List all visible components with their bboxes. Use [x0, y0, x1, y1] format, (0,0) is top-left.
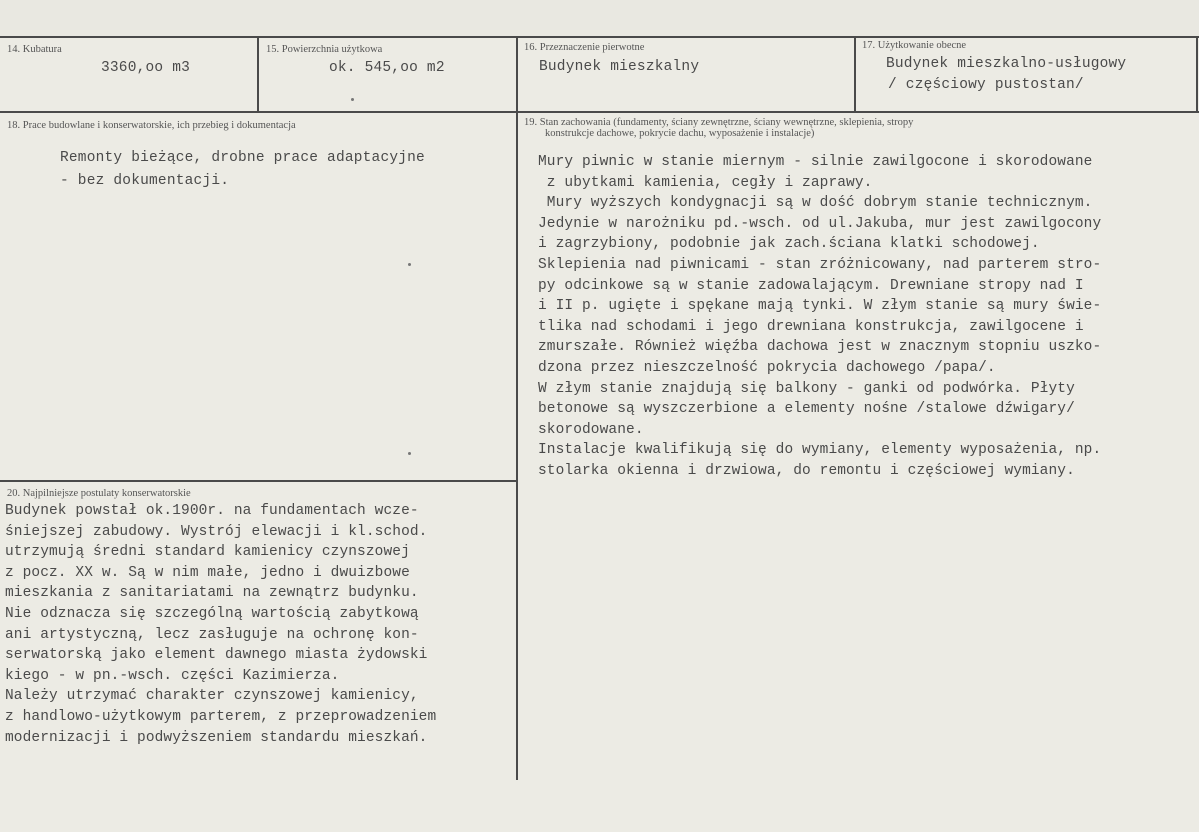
field-19-line: Mury piwnic w stanie miernym - silnie zawilgocone i skorodowane — [538, 154, 1093, 170]
field-19-line: betonowe są wyszczerbione a elementy nośne /stalowe dźwigary/ — [538, 401, 1075, 418]
field-16-label: 16. Przeznaczenie pierwotne — [524, 42, 645, 53]
field-15-value: ok. 545,oo m2 — [329, 60, 445, 76]
field-20-text — [5, 501, 436, 748]
rule-mid — [0, 111, 1199, 113]
rule-20-top — [0, 480, 518, 482]
tick-mark — [408, 263, 411, 266]
field-20-line: kiego - w pn.-wsch. części Kazimierza. — [5, 667, 340, 684]
field-16-value: Budynek mieszkalny — [539, 59, 700, 75]
field-19-line: z ubytkami kamienia, cegły i zaprawy. — [538, 174, 873, 191]
field-19-line: i II p. ugięte i spękane mają tynki. W złym stanie są mury świe- — [538, 298, 1102, 315]
field-20-line: serwatorską jako element dawnego miasta żydowski — [5, 647, 428, 664]
field-14-label: 14. Kubatura — [7, 44, 62, 55]
field-20-line: mieszkania z sanitariatami na zewnątrz budynku. — [5, 585, 419, 602]
field-19-line: zmurszałe. Również więźba dachowa jest w znacznym stopniu uszko- — [538, 339, 1102, 356]
field-19-line: Sklepienia nad piwnicami - stan zróżnicowany, nad parterem stro- — [538, 256, 1102, 273]
field-19-line: skorodowane. — [538, 421, 644, 438]
field-20-line: utrzymują średni standard kamienicy czynszowej — [5, 544, 410, 561]
field-19-line: i zagrzybiony, podobnie jak zach.ściana klatki schodowej. — [538, 236, 1040, 253]
field-17-line-2: / częściowy pustostan/ — [888, 77, 1084, 93]
field-20-line: Należy utrzymać charakter czynszowej kamienicy, — [5, 688, 419, 705]
field-19-line: Mury wyższych kondygnacji są w dość dobrym stanie technicznym. — [538, 195, 1093, 212]
col-divider-right — [1196, 36, 1198, 112]
field-20-label: 20. Najpilniejsze postulaty konserwatorskie — [7, 488, 191, 499]
field-14-value: 3360,oo m3 — [101, 60, 191, 76]
field-18-label: 18. Prace budowlane i konserwatorskie, ich przebieg i dokumentacja — [7, 120, 296, 131]
col-divider-14-15 — [257, 36, 259, 112]
field-18-line-2: - bez dokumentacji. — [60, 173, 230, 189]
rule-top — [0, 36, 1199, 38]
field-19-line: stolarka okienna i drzwiowa, do remontu i częściowej wymiany. — [538, 462, 1075, 479]
field-19-label-line-1: 19. Stan zachowania (fundamenty, ściany zewnętrzne, ściany wewnętrzne, sklepienia, stropy — [524, 117, 914, 128]
field-19-line: Jedynie w narożniku pd.-wsch. od ul.Jakuba, mur jest zawilgocony — [538, 215, 1102, 232]
field-15-label: 15. Powierzchnia użytkowa — [266, 44, 383, 55]
field-19-line: W złym stanie znajdują się balkony - ganki od podwórka. Płyty — [538, 380, 1075, 397]
tick-mark — [351, 98, 354, 101]
field-19-line: tlika nad schodami i jego drewniana konstrukcja, zawilgocene i — [538, 318, 1084, 335]
field-20-line: Budynek powstał ok.1900r. na fundamentach wcze- — [5, 503, 419, 519]
field-20-line: z handlowo-użytkowym parterem, z przeprowadzeniem — [5, 708, 437, 725]
field-19-line: dzona przez nieszczelność pokrycia dachowego /papa/. — [538, 359, 996, 376]
field-19-text — [538, 152, 1101, 482]
field-19-label-line-2: konstrukcje dachowe, pokrycie dachu, wyposażenie i instalacje) — [545, 128, 815, 139]
field-20-line: ani artystyczną, lecz zasługuje na ochronę kon- — [5, 626, 419, 643]
field-17-line-1: Budynek mieszkalno-usługowy — [886, 56, 1127, 72]
field-20-line: śniejszej zabudowy. Wystrój elewacji i kl.schod. — [5, 523, 428, 540]
field-20-line: Nie odznacza się szczególną wartością zabytkową — [5, 605, 419, 622]
col-divider-16-17 — [854, 36, 856, 112]
col-divider-main — [516, 36, 518, 780]
field-20-line: z pocz. XX w. Są w nim małe, jedno i dwuizbowe — [5, 564, 410, 581]
field-19-line: Instalacje kwalifikują się do wymiany, elementy wyposażenia, np. — [538, 442, 1102, 459]
tick-mark — [408, 452, 411, 455]
field-18-line-1: Remonty bieżące, drobne prace adaptacyjne — [60, 150, 425, 166]
field-19-line: py odcinkowe są w stanie zadowalającym. Drewniane stropy nad I — [538, 277, 1084, 294]
field-17-label: 17. Użytkowanie obecne — [862, 40, 967, 51]
top-margin — [0, 0, 1199, 36]
field-20-line: modernizacji i podwyższeniem standardu mieszkań. — [5, 729, 428, 746]
